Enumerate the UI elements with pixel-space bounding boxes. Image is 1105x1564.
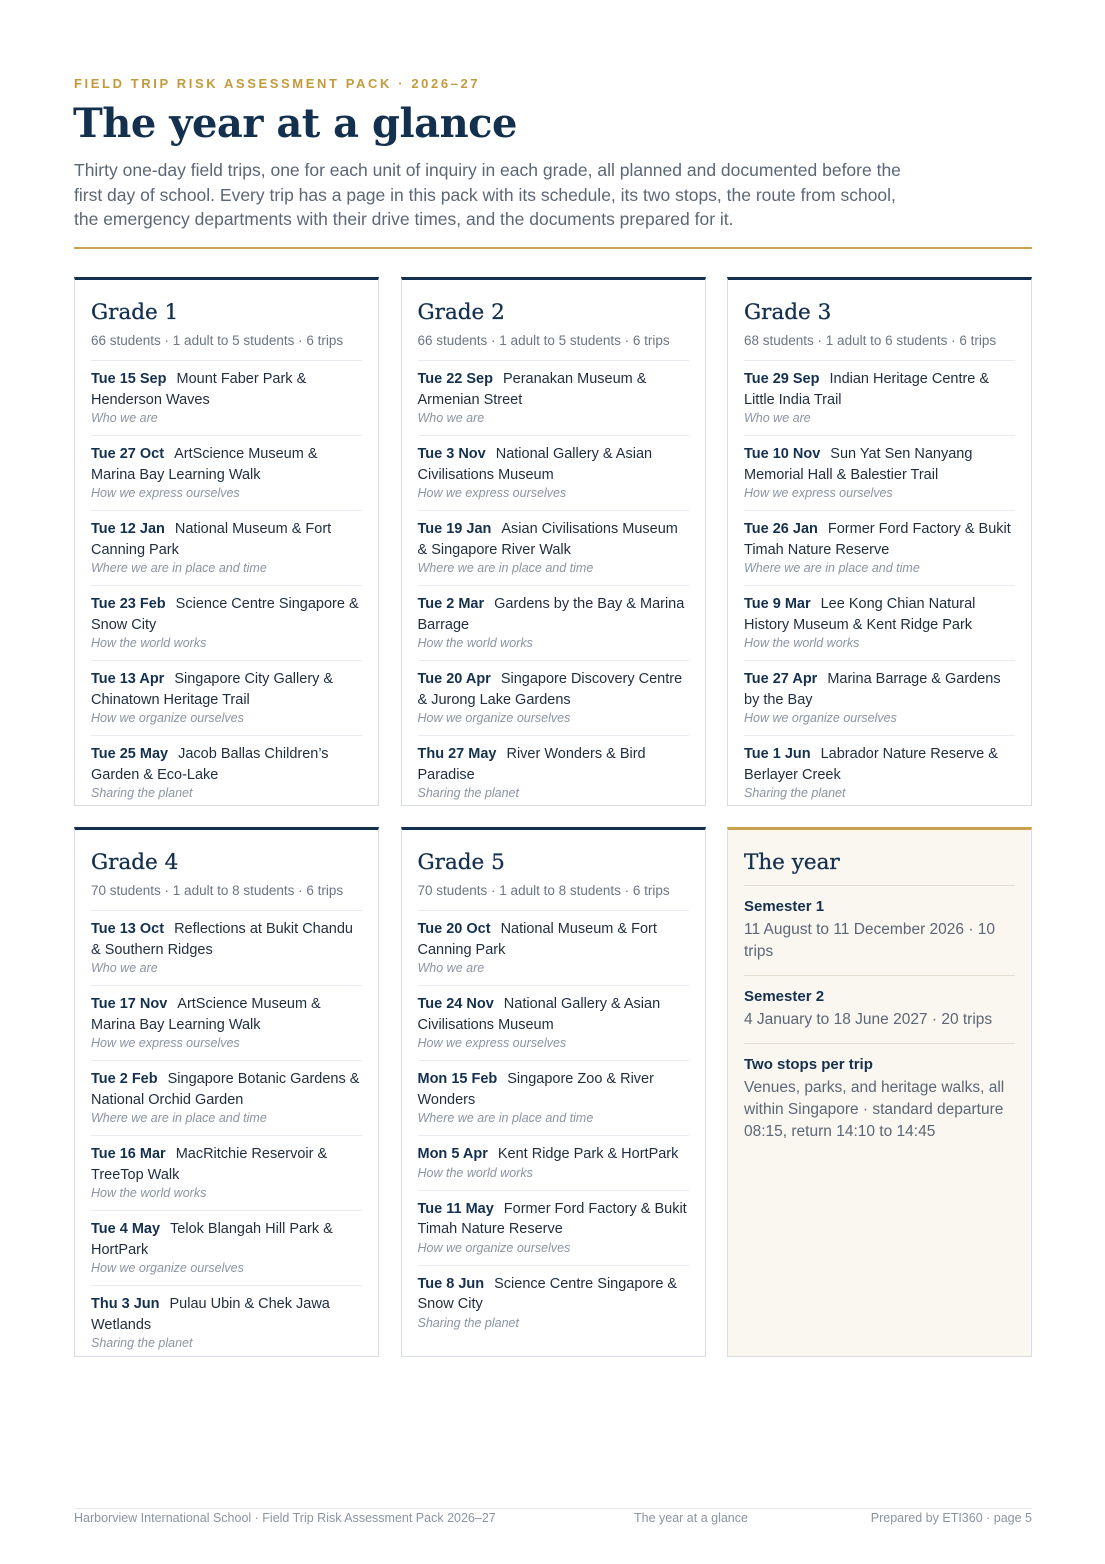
trip-date: Tue 27 Apr: [744, 671, 818, 687]
trip-place: Asian Civilisations Museum & Singapore River Walk: [417, 521, 678, 558]
trip-date: Tue 16 Mar: [91, 1146, 166, 1162]
grade-title: Grade 1: [91, 300, 179, 325]
grade-meta: 66 students · 1 adult to 5 students · 6 trips: [418, 333, 689, 361]
trip-date: Thu 27 May: [417, 746, 497, 762]
trip-place: Marina Barrage & Gardens by the Bay: [744, 671, 1001, 708]
stops-per-trip: [744, 1044, 1015, 1155]
trip-date: Tue 10 Nov: [744, 446, 821, 462]
summary-text: Venues, parks, and heritage walks, all within Singapore · standard departure 08:15, return 14:10 to 14:45: [744, 1079, 1005, 1140]
trip-date: Tue 13 Apr: [91, 671, 165, 687]
trip-unit: How we organize ourselves: [91, 1261, 244, 1275]
trip-date: Tue 20 Oct: [417, 921, 491, 937]
trip-item: [418, 1061, 689, 1136]
page-footer: [74, 1508, 1032, 1525]
trip-unit: Who we are: [744, 411, 811, 425]
summary-text: 4 January to 18 June 2027 · 20 trips: [744, 1011, 993, 1028]
trip-item: [418, 586, 689, 661]
trip-item: [418, 361, 689, 436]
trip-item: [744, 511, 1015, 586]
trip-item: [418, 911, 689, 986]
page-title: The year at a glance: [73, 100, 517, 147]
grade-card: [727, 277, 1032, 806]
grade-title: Grade 3: [744, 300, 832, 325]
trip-date: Tue 23 Feb: [91, 596, 166, 612]
trip-unit: How we express ourselves: [417, 1036, 567, 1050]
trip-place: Singapore Zoo & River Wonders: [417, 1071, 654, 1108]
trip-place: National Gallery & Asian Civilisations Museum: [417, 446, 653, 483]
trip-unit: How we organize ourselves: [744, 711, 897, 725]
trip-item: [418, 1266, 689, 1340]
grade-meta: 70 students · 1 adult to 8 students · 6 trips: [418, 883, 689, 911]
trip-place: Gardens by the Bay & Marina Barrage: [417, 596, 685, 633]
trip-place: Mount Faber Park & Henderson Waves: [91, 371, 307, 408]
trip-item: [91, 986, 362, 1061]
footer-page: Prepared by ETI360 · page 5: [870, 1511, 1032, 1525]
trip-item: [91, 661, 362, 736]
trip-unit: How we express ourselves: [91, 1036, 240, 1050]
intro-paragraph: Thirty one-day field trips, one for each unit of inquiry in each grade, all planned and documented before the first day of school. Every trip has a page in this pack with its schedule, its two stops, the route from school, the emergency departments with their drive times, and the documents prepared for it.: [74, 160, 901, 229]
trip-place: Singapore City Gallery & Chinatown Heritage Trail: [91, 671, 334, 708]
header-divider: [74, 247, 1032, 249]
trip-place: National Museum & Fort Canning Park: [91, 521, 332, 558]
trip-date: Thu 3 Jun: [91, 1296, 160, 1312]
trip-place: Indian Heritage Centre & Little India Trail: [744, 371, 990, 408]
trip-unit: How we organize ourselves: [417, 711, 571, 725]
trip-item: [418, 1136, 689, 1191]
trip-place: MacRitchie Reservoir & TreeTop Walk: [91, 1146, 328, 1183]
trip-place: National Gallery & Asian Civilisations Museum: [417, 996, 661, 1033]
trip-date: Tue 8 Jun: [417, 1275, 485, 1292]
trip-item: [418, 661, 689, 736]
trip-unit: Sharing the planet: [417, 786, 519, 800]
trip-item: [418, 986, 689, 1061]
trip-unit: How the world works: [91, 636, 207, 650]
summary-heading: Semester 2: [744, 988, 825, 1005]
trip-date: Tue 9 Mar: [744, 596, 811, 612]
trip-date: Tue 27 Oct: [91, 446, 165, 462]
grade-title: Grade 4: [91, 850, 179, 875]
year-summary-card: [727, 827, 1032, 1357]
trip-date: Tue 11 May: [417, 1200, 494, 1217]
trip-date: Tue 17 Nov: [91, 996, 168, 1012]
trip-item: [91, 736, 362, 810]
trip-unit: Where we are in place and time: [744, 561, 920, 575]
trip-date: Tue 22 Sep: [417, 371, 493, 387]
footer-section: The year at a glance: [634, 1511, 748, 1525]
grade-grid: [74, 277, 1032, 1357]
trip-item: [744, 736, 1015, 810]
trip-unit: Where we are in place and time: [91, 1111, 267, 1125]
trip-date: Tue 19 Jan: [417, 521, 492, 537]
trip-place: Singapore Discovery Centre & Jurong Lake Gardens: [417, 671, 683, 708]
trip-item: [744, 586, 1015, 661]
trip-place: Telok Blangah Hill Park & HortPark: [91, 1221, 333, 1258]
grade-title: Grade 2: [417, 300, 505, 325]
trip-place: Science Centre Singapore & Snow City: [91, 596, 359, 633]
trip-date: Tue 1 Jun: [744, 746, 811, 762]
trip-item: [744, 361, 1015, 436]
trip-unit: Who we are: [417, 961, 485, 975]
grade-meta: 70 students · 1 adult to 8 students · 6 trips: [91, 883, 362, 911]
trip-item: [91, 1136, 362, 1211]
summary-heading: Two stops per trip: [744, 1056, 873, 1073]
trip-item: [91, 1211, 362, 1286]
trip-place: Former Ford Factory & Bukit Timah Nature Reserve: [417, 1200, 687, 1237]
grade-meta: 68 students · 1 adult to 6 students · 6 trips: [744, 333, 1015, 361]
trip-date: Tue 4 May: [91, 1221, 161, 1237]
trip-date: Tue 20 Apr: [417, 671, 491, 687]
trip-place: Former Ford Factory & Bukit Timah Nature Reserve: [744, 521, 1011, 558]
trip-place: Science Centre Singapore & Snow City: [417, 1275, 678, 1312]
trip-unit: How we express ourselves: [91, 486, 240, 500]
trip-item: [91, 511, 362, 586]
trip-place: Labrador Nature Reserve & Berlayer Creek: [744, 746, 998, 783]
trip-unit: How we express ourselves: [744, 486, 893, 500]
grade-meta: 66 students · 1 adult to 5 students · 6 trips: [91, 333, 362, 361]
trip-item: [744, 661, 1015, 736]
trip-unit: How we organize ourselves: [91, 711, 244, 725]
trip-place: Reflections at Bukit Chandu & Southern Ridges: [91, 921, 353, 958]
grade-title: Grade 5: [417, 850, 505, 875]
trip-unit: How we express ourselves: [417, 486, 567, 500]
document-kicker: FIELD TRIP RISK ASSESSMENT PACK · 2026–27: [74, 76, 481, 91]
trip-unit: Sharing the planet: [91, 1336, 193, 1350]
trip-unit: Who we are: [417, 411, 485, 425]
trip-item: [91, 361, 362, 436]
trip-place: Jacob Ballas Children’s Garden & Eco-Lake: [91, 746, 329, 783]
year-title: The year: [744, 850, 840, 875]
trip-unit: How the world works: [417, 636, 533, 650]
trip-item: [418, 511, 689, 586]
trip-item: [91, 1286, 362, 1360]
grade-card: [401, 277, 706, 806]
trip-date: Tue 25 May: [91, 746, 169, 762]
trip-place: ArtScience Museum & Marina Bay Learning Walk: [91, 996, 321, 1033]
grade-card: [74, 827, 379, 1357]
trip-unit: Sharing the planet: [744, 786, 846, 800]
trip-date: Tue 24 Nov: [417, 996, 494, 1012]
trip-unit: How we organize ourselves: [417, 1240, 571, 1255]
trip-place: Pulau Ubin & Chek Jawa Wetlands: [91, 1296, 330, 1333]
trip-item: [418, 736, 689, 810]
trip-place: Peranakan Museum & Armenian Street: [417, 371, 647, 408]
trip-date: Tue 3 Nov: [417, 446, 486, 462]
trip-item: [91, 1061, 362, 1136]
trip-date: Tue 26 Jan: [744, 521, 818, 537]
trip-date: Tue 29 Sep: [744, 371, 820, 387]
grade-card: [74, 277, 379, 806]
trip-unit: Sharing the planet: [91, 786, 193, 800]
trip-place: Lee Kong Chian Natural History Museum & Kent Ridge Park: [744, 596, 976, 633]
trip-item: [418, 1191, 689, 1266]
trip-date: Tue 13 Oct: [91, 921, 165, 937]
trip-place: ArtScience Museum & Marina Bay Learning Walk: [91, 446, 318, 483]
trip-unit: Sharing the planet: [417, 1315, 519, 1330]
trip-date: Tue 2 Feb: [91, 1071, 158, 1087]
trip-date: Tue 15 Sep: [91, 371, 167, 387]
trip-unit: Where we are in place and time: [417, 1111, 594, 1125]
footer-school: Harborview International School · Field Trip Risk Assessment Pack 2026–27: [74, 1511, 496, 1525]
trip-unit: How the world works: [744, 636, 860, 650]
trip-date: Tue 12 Jan: [91, 521, 165, 537]
trip-unit: Who we are: [91, 411, 158, 425]
trip-unit: Where we are in place and time: [91, 561, 267, 575]
summary-text: 11 August to 11 December 2026 · 10 trips: [744, 921, 996, 960]
trip-unit: Who we are: [91, 961, 158, 975]
trip-place: Sun Yat Sen Nanyang Memorial Hall & Balestier Trail: [744, 446, 973, 483]
trip-item: [91, 436, 362, 511]
trip-item: [91, 586, 362, 661]
summary-heading: Semester 1: [744, 898, 825, 915]
trip-place: Singapore Botanic Gardens & National Orchid Garden: [91, 1071, 360, 1108]
trip-item: [91, 911, 362, 986]
trip-unit: How the world works: [417, 1165, 533, 1180]
trip-date: Tue 2 Mar: [417, 596, 485, 612]
grade-card: [401, 827, 706, 1357]
semester-1: [744, 886, 1015, 976]
trip-unit: How the world works: [91, 1186, 207, 1200]
trip-item: [744, 436, 1015, 511]
trip-date: Mon 5 Apr: [417, 1146, 488, 1162]
trip-place: National Museum & Fort Canning Park: [417, 921, 657, 958]
trip-unit: Where we are in place and time: [417, 561, 594, 575]
semester-2: [744, 976, 1015, 1044]
trip-item: [418, 436, 689, 511]
trip-date: Mon 15 Feb: [417, 1071, 498, 1087]
trip-place: Kent Ridge Park & HortPark: [497, 1146, 679, 1162]
trip-place: River Wonders & Bird Paradise: [417, 746, 646, 783]
